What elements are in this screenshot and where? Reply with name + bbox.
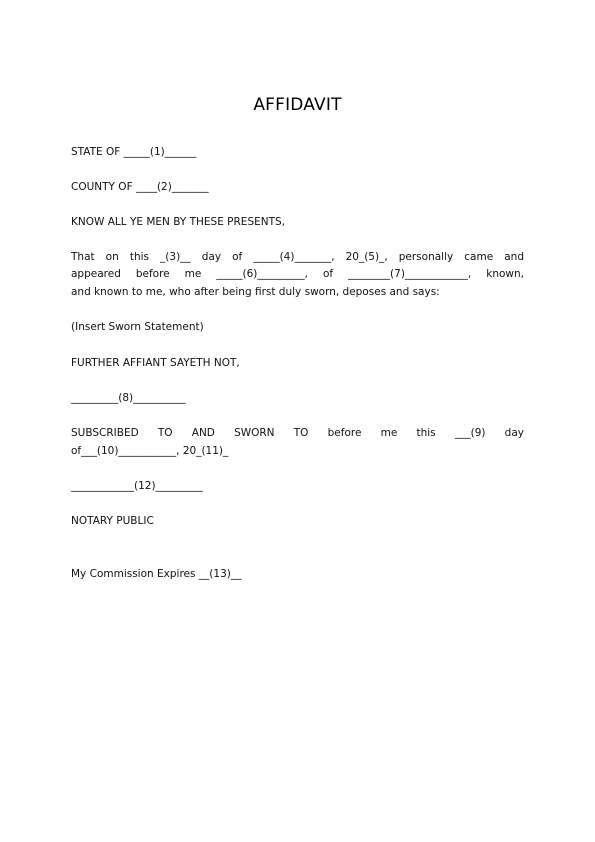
know-all-men-line: KNOW ALL YE MEN BY THESE PRESENTS, [71, 216, 286, 228]
insert-statement-line: (Insert Sworn Statement) [71, 321, 204, 333]
appearance-paragraph-line-3: and known to me, who after being first duly sworn, deposes and says: [71, 286, 440, 298]
notary-public-label: NOTARY PUBLIC [71, 515, 154, 527]
state-line: STATE OF _____(1)______ [71, 146, 197, 158]
affiant-signature-blank: _________(8)__________ [71, 392, 186, 404]
further-affiant-line: FURTHER AFFIANT SAYETH NOT, [71, 357, 240, 369]
county-line: COUNTY OF ____(2)_______ [71, 181, 209, 193]
document-title: AFFIDAVIT [253, 95, 342, 115]
subscribed-paragraph-line-1: SUBSCRIBED TO AND SWORN TO before me this ___(9) day [71, 427, 524, 439]
appearance-paragraph-line-1: That on this _(3)__ day of _____(4)_______, 20_(5)_, personally came and [71, 251, 524, 263]
subscribed-paragraph-line-2: of___(10)___________, 20_(11)_ [71, 445, 229, 457]
commission-expires-line: My Commission Expires __(13)__ [71, 568, 242, 580]
appearance-paragraph-line-2: appeared before me _____(6)_________, of ________(7)____________, known, [71, 268, 524, 280]
notary-signature-blank: ____________(12)_________ [71, 480, 203, 492]
